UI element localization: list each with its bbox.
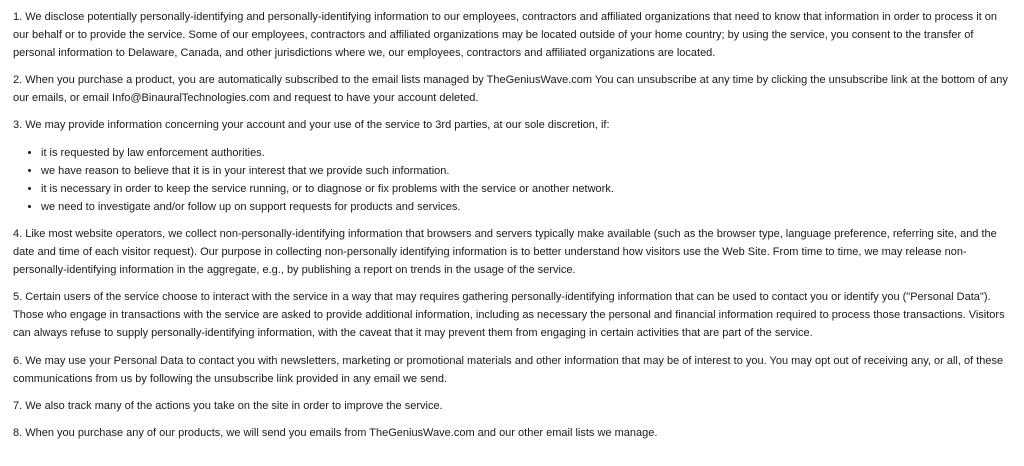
list-item: • it is necessary in order to keep the service running, or to diagnose or fix problems with the service or another network. [41,180,1011,198]
policy-paragraph-3: 3. We may provide information concerning your account and your use of the service to 3rd parties, at our sole discretion, if: [13,119,610,132]
policy-paragraph-1: 1. We disclose potentially personally-identifying and personally-identifying information to our employees, contractors and affiliated organizations that need to know that information in order to process it on our behalf or to provide the service. Some of our employees, contractors and affiliated organizations may be located outside of your home country; by using the service, you consent to the transfer of personal information to Delaware, Canada, and other jurisdictions where we, our employees, contractors and affiliated organizations are located. [13,11,998,60]
policy-paragraph-6: 6. We may use your Personal Data to contact you with newsletters, marketing or promotional materials and other information that may be of interest to you. You may opt out of receiving any, or all, of these communications from us by following the unsubscribe link provided in any email we send. [13,354,1004,385]
policy-paragraph-2: 2. When you purchase a product, you are automatically subscribed to the email lists managed by TheGeniusWave.com You can unsubscribe at any time by clicking the unsubscribe link at the bottom of any our emails, or email Info@BinauralTechnologies.com and request to have your account deleted. [13,74,1008,105]
list-item: • we have reason to believe that it is in your interest that we provide such information. [41,162,1011,180]
policy-paragraph-5: 5. Certain users of the service choose to interact with the service in a way that may requires gathering personally-identifying information that can be used to contact you or identify you ("Personal Data"). Those who engage in transactions with the service are asked to provide additional information, including as necessary the personal and financial information required to process those transactions. Visitors can always refuse to supply personally-identifying information, with the caveat that it may prevent them from engaging in certain activities that are part of the service. [13,291,1005,340]
list-item: • it is requested by law enforcement authorities. [41,144,1011,162]
policy-paragraph-7: 7. We also track many of the actions you take on the site in order to improve the service. [13,399,443,412]
policy-paragraph-4: 4. Like most website operators, we collect non-personally-identifying information that browsers and servers typically make available (such as the browser type, language preference, referring site, and the date and time of each visitor request). Our purpose in collecting non-personally identifying information is to better understand how visitors use the Web Site. From time to time, we may release non-personally-identifying information in the aggregate, e.g., by publishing a report on trends in the usage of the service. [13,227,997,277]
policy-paragraph-8: 8. When you purchase any of our products, we will send you emails from TheGeniusWave.com and our other email lists we manage. [13,426,658,439]
list-item: • we need to investigate and/or follow up on support requests for products and services. [41,198,1011,216]
disclosure-conditions-list [13,144,1011,216]
